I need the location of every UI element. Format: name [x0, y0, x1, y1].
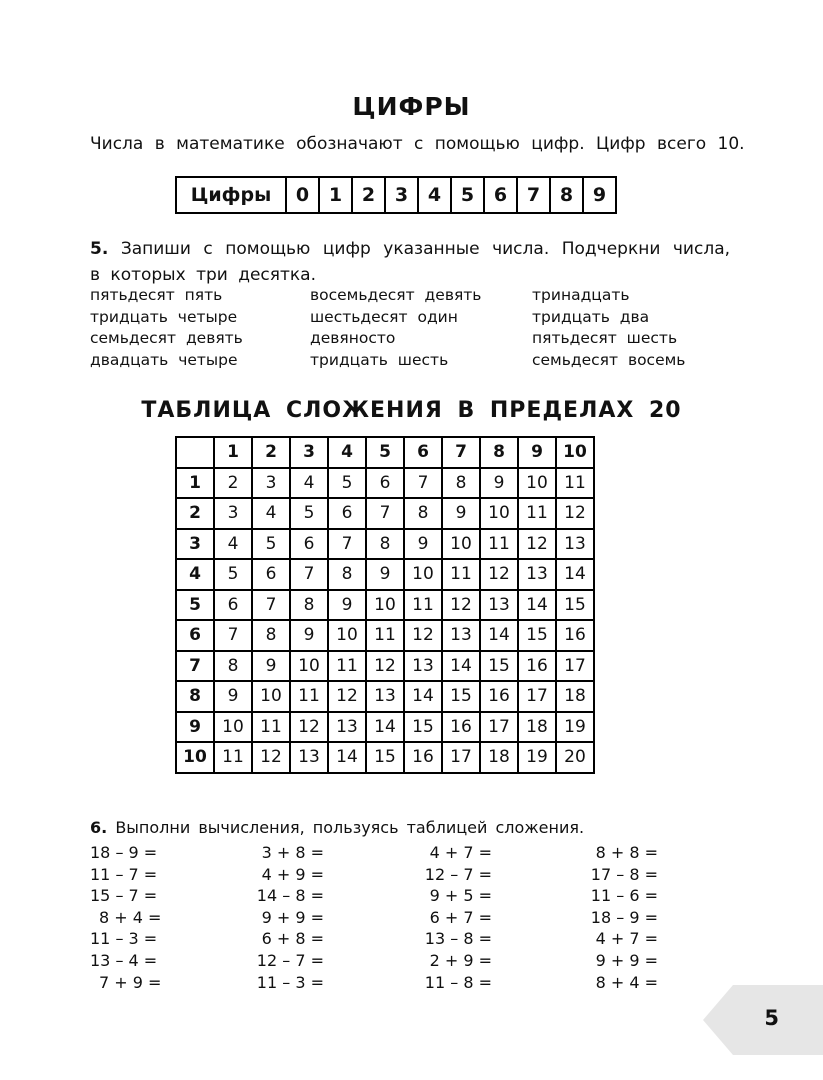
sum-cell: 15: [442, 681, 480, 712]
sum-cell: 11: [328, 651, 366, 682]
sum-cell: 13: [404, 651, 442, 682]
sum-cell: 9: [290, 620, 328, 651]
sum-cell: 8: [252, 620, 290, 651]
sum-cell: 12: [556, 498, 594, 529]
sum-cell: 7: [404, 468, 442, 499]
page-number-tab: [703, 985, 823, 1055]
page-title: ЦИФРЫ: [352, 92, 471, 121]
digit-cell: 5: [451, 177, 484, 213]
task5-column-2: [310, 285, 481, 371]
sum-cell: 13: [518, 559, 556, 590]
exercise: 11 – 6 =: [590, 886, 658, 906]
table-row: [176, 498, 594, 529]
sum-cell: 9: [480, 468, 518, 499]
sum-cell: 20: [556, 742, 594, 773]
sum-cell: 7: [290, 559, 328, 590]
exercise: 8 + 8 =: [595, 843, 658, 862]
page-number: 5: [764, 1006, 779, 1030]
sum-cell: 14: [518, 590, 556, 621]
row-header-cell: 8: [176, 681, 214, 712]
sum-cell: 15: [404, 712, 442, 743]
sum-cell: 4: [214, 529, 252, 560]
table-row: [176, 681, 594, 712]
sum-cell: 11: [480, 529, 518, 560]
digit-cell: 8: [550, 177, 583, 213]
row-header-cell: 3: [176, 529, 214, 560]
table-row: [176, 651, 594, 682]
digits-label: Цифры: [176, 177, 286, 213]
sum-cell: 18: [518, 712, 556, 743]
sum-cell: 11: [518, 498, 556, 529]
column-header-cell: 2: [252, 437, 290, 468]
digit-cell: 6: [484, 177, 517, 213]
exercise: 2 + 9 =: [429, 950, 492, 970]
number-word: тридцать четыре: [90, 307, 238, 326]
task5-number: 5.: [90, 239, 109, 259]
sum-cell: 7: [252, 590, 290, 621]
sum-cell: 11: [404, 590, 442, 621]
sum-cell: 17: [442, 742, 480, 773]
column-header-cell: 1: [214, 437, 252, 468]
sum-cell: 7: [328, 529, 366, 560]
number-word: пятьдесят пять: [90, 286, 223, 304]
sum-cell: 13: [328, 712, 366, 743]
exercise: 18 – 9 =: [590, 907, 658, 927]
addition-table: [175, 436, 595, 774]
column-header-cell: 7: [442, 437, 480, 468]
task5-column-1: [90, 285, 243, 371]
exercise: 9 + 5 =: [429, 886, 492, 906]
sum-cell: 9: [366, 559, 404, 590]
sum-cell: 6: [214, 590, 252, 621]
table-row: [176, 590, 594, 621]
exercise: 15 – 7 =: [90, 886, 158, 906]
exercise-column-2: [240, 842, 324, 993]
sum-cell: 11: [214, 742, 252, 773]
number-word: семьдесят девять: [90, 329, 243, 347]
sum-cell: 17: [556, 651, 594, 682]
table-row: [176, 742, 594, 773]
sum-cell: 14: [328, 742, 366, 773]
exercise: 7 + 9 =: [99, 972, 162, 992]
corner-cell: [176, 437, 214, 468]
sum-cell: 19: [518, 742, 556, 773]
exercise: 13 – 4 =: [90, 950, 158, 970]
sum-cell: 13: [480, 590, 518, 621]
sum-cell: 16: [518, 651, 556, 682]
sum-cell: 4: [252, 498, 290, 529]
digit-cell: 7: [517, 177, 550, 213]
exercise: 11 – 3 =: [90, 929, 158, 949]
sum-cell: 6: [252, 559, 290, 590]
sum-cell: 17: [518, 681, 556, 712]
sum-cell: 12: [328, 681, 366, 712]
sum-cell: 12: [366, 651, 404, 682]
column-header-cell: 9: [518, 437, 556, 468]
digit-cell: 4: [418, 177, 451, 213]
sum-cell: 15: [518, 620, 556, 651]
exercise: 6 + 7 =: [429, 907, 492, 927]
number-word: двадцать четыре: [90, 350, 238, 369]
row-header-cell: 2: [176, 498, 214, 529]
column-header-cell: 4: [328, 437, 366, 468]
digit-cell: 1: [319, 177, 352, 213]
sum-cell: 14: [480, 620, 518, 651]
sum-cell: 3: [214, 498, 252, 529]
task6-number: 6.: [90, 818, 108, 837]
table-row: [176, 620, 594, 651]
sum-cell: 14: [556, 559, 594, 590]
sum-cell: 6: [290, 529, 328, 560]
sum-cell: 9: [328, 590, 366, 621]
sum-cell: 10: [518, 468, 556, 499]
task5-column-3: [532, 285, 685, 371]
table-row: [176, 529, 594, 560]
sum-cell: 6: [366, 468, 404, 499]
sum-cell: 4: [290, 468, 328, 499]
row-header-cell: 1: [176, 468, 214, 499]
sum-cell: 12: [518, 529, 556, 560]
sum-cell: 9: [252, 651, 290, 682]
row-header-cell: 4: [176, 559, 214, 590]
task5-instruction: [90, 236, 730, 288]
sum-cell: 12: [290, 712, 328, 743]
exercise: 18 – 9 =: [90, 843, 158, 862]
sum-cell: 18: [556, 681, 594, 712]
sum-cell: 13: [366, 681, 404, 712]
number-word: восемьдесят девять: [310, 286, 482, 304]
sum-cell: 10: [480, 498, 518, 529]
sum-cell: 19: [556, 712, 594, 743]
sum-cell: 15: [556, 590, 594, 621]
row-header-cell: 5: [176, 590, 214, 621]
exercise: 4 + 7 =: [429, 843, 492, 862]
sum-cell: 15: [480, 651, 518, 682]
sum-cell: 12: [480, 559, 518, 590]
row-header-cell: 6: [176, 620, 214, 651]
sum-cell: 8: [290, 590, 328, 621]
sum-cell: 9: [442, 498, 480, 529]
exercise: 4 + 7 =: [595, 929, 658, 949]
sum-cell: 11: [252, 712, 290, 743]
exercise-column-1: [90, 842, 170, 993]
sum-cell: 14: [366, 712, 404, 743]
exercise: 11 – 7 =: [90, 864, 158, 884]
sum-cell: 10: [290, 651, 328, 682]
number-word: тридцать шесть: [310, 350, 449, 369]
exercise: 11 – 8 =: [424, 972, 492, 992]
sum-cell: 3: [252, 468, 290, 499]
sum-cell: 12: [252, 742, 290, 773]
sum-cell: 8: [404, 498, 442, 529]
sum-cell: 12: [442, 590, 480, 621]
addition-table-title: ТАБЛИЦА СЛОЖЕНИЯ В ПРЕДЕЛАХ 20: [141, 398, 682, 423]
digit-cell: 0: [286, 177, 319, 213]
sum-cell: 5: [328, 468, 366, 499]
exercise: 6 + 8 =: [261, 929, 324, 949]
sum-cell: 10: [214, 712, 252, 743]
exercise: 17 – 8 =: [590, 864, 658, 884]
digit-cell: 3: [385, 177, 418, 213]
sum-cell: 10: [366, 590, 404, 621]
sum-cell: 7: [366, 498, 404, 529]
sum-cell: 16: [442, 712, 480, 743]
sum-cell: 14: [442, 651, 480, 682]
sum-cell: 8: [214, 651, 252, 682]
number-word: девяносто: [310, 329, 396, 347]
sum-cell: 10: [328, 620, 366, 651]
sum-cell: 8: [366, 529, 404, 560]
exercise: 14 – 8 =: [256, 886, 324, 906]
sum-cell: 13: [556, 529, 594, 560]
addition-header-row: [176, 437, 594, 468]
sum-cell: 16: [556, 620, 594, 651]
intro-text: Числа в математике обозначают с помощью цифр. Цифр всего 10.: [90, 134, 745, 154]
sum-cell: 8: [442, 468, 480, 499]
sum-cell: 8: [328, 559, 366, 590]
number-word: семьдесят восемь: [532, 350, 686, 369]
sum-cell: 9: [214, 681, 252, 712]
sum-cell: 11: [290, 681, 328, 712]
row-header-cell: 9: [176, 712, 214, 743]
table-row: [176, 559, 594, 590]
sum-cell: 16: [480, 681, 518, 712]
task5-text: Запиши с помощью цифр указанные числа. Подчеркни числа, в которых три десятка.: [90, 239, 731, 285]
exercise: 13 – 8 =: [424, 929, 492, 949]
sum-cell: 16: [404, 742, 442, 773]
sum-cell: 12: [404, 620, 442, 651]
sum-cell: 14: [404, 681, 442, 712]
exercise: 11 – 3 =: [256, 972, 324, 992]
sum-cell: 18: [480, 742, 518, 773]
row-header-cell: 7: [176, 651, 214, 682]
sum-cell: 9: [404, 529, 442, 560]
sum-cell: 10: [442, 529, 480, 560]
column-header-cell: 6: [404, 437, 442, 468]
task6-instruction: [90, 818, 584, 837]
exercise: 4 + 9 =: [261, 864, 324, 884]
table-row: [176, 712, 594, 743]
task6-text: Выполни вычисления, пользуясь таблицей сложения.: [115, 818, 585, 837]
digits-table: [175, 176, 617, 214]
exercise: 3 + 8 =: [261, 843, 324, 862]
number-word: пятьдесят шесть: [532, 329, 678, 347]
sum-cell: 10: [404, 559, 442, 590]
exercise: 8 + 4 =: [99, 907, 162, 927]
sum-cell: 2: [214, 468, 252, 499]
exercise-column-3: [400, 842, 492, 993]
column-header-cell: 5: [366, 437, 404, 468]
sum-cell: 5: [214, 559, 252, 590]
sum-cell: 13: [290, 742, 328, 773]
sum-cell: 5: [252, 529, 290, 560]
sum-cell: 7: [214, 620, 252, 651]
row-header-cell: 10: [176, 742, 214, 773]
sum-cell: 13: [442, 620, 480, 651]
digit-cell: 2: [352, 177, 385, 213]
column-header-cell: 8: [480, 437, 518, 468]
exercise: 9 + 9 =: [595, 950, 658, 970]
sum-cell: 17: [480, 712, 518, 743]
exercise: 12 – 7 =: [424, 864, 492, 884]
exercise: 9 + 9 =: [261, 907, 324, 927]
column-header-cell: 10: [556, 437, 594, 468]
sum-cell: 11: [556, 468, 594, 499]
sum-cell: 11: [366, 620, 404, 651]
exercise: 8 + 4 =: [595, 972, 658, 992]
sum-cell: 15: [366, 742, 404, 773]
number-word: тринадцать: [532, 286, 630, 304]
digit-cell: 9: [583, 177, 616, 213]
sum-cell: 10: [252, 681, 290, 712]
sum-cell: 5: [290, 498, 328, 529]
sum-cell: 11: [442, 559, 480, 590]
sum-cell: 6: [328, 498, 366, 529]
exercise: 12 – 7 =: [256, 950, 324, 970]
exercise-column-4: [560, 842, 658, 993]
number-word: шестьдесят один: [310, 307, 458, 326]
table-row: [176, 468, 594, 499]
number-word: тридцать два: [532, 307, 650, 326]
column-header-cell: 3: [290, 437, 328, 468]
